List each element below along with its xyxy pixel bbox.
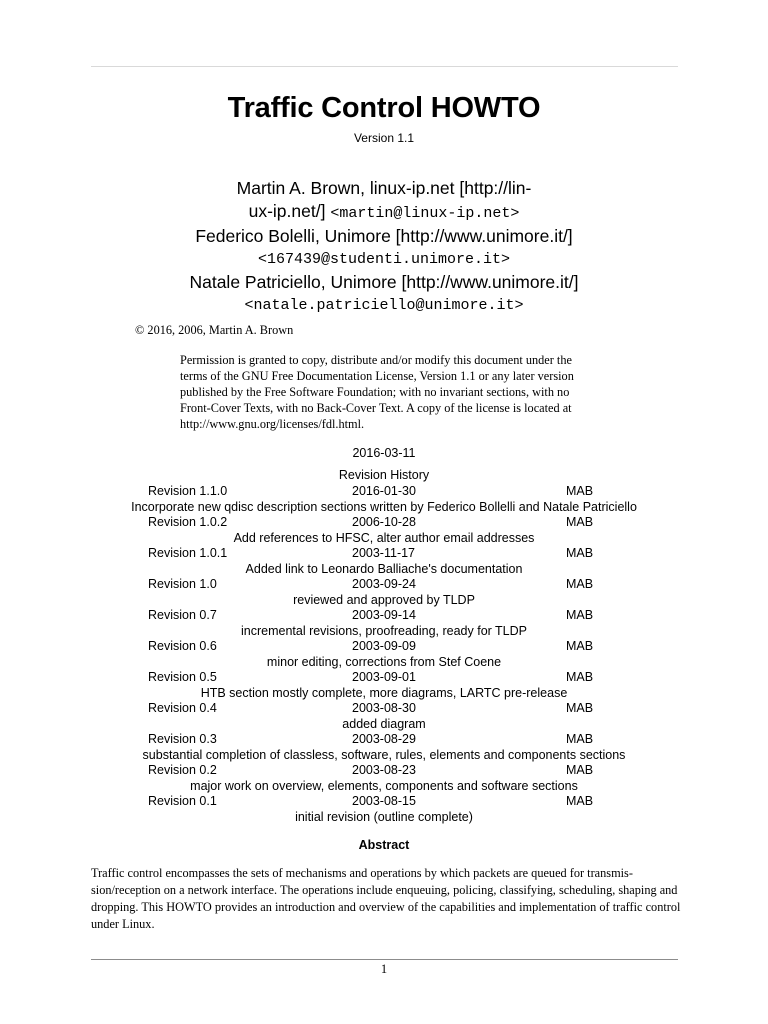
revision-description: substantial completion of classless, software, rules, elements and components sections [142, 747, 626, 762]
revision-author: MAB [566, 484, 594, 498]
revision-row [0, 577, 768, 593]
footer-rule [91, 959, 678, 960]
revision-date: 2003-09-09 [352, 639, 416, 653]
revision-number: Revision 1.0.2 [148, 515, 228, 529]
revision-author: MAB [566, 701, 594, 715]
revision-row [0, 763, 768, 779]
revision-author: MAB [566, 794, 594, 808]
abstract-text: Traffic control encompasses the sets of mechanisms and operations by which packets are queued for transmission/reception on a network interface. The operations include enqueuing, policing, classifying, scheduling, shaping and dropping. This HOWTO provides an introduction and overview of the capabilities and implementation of traffic control under Linux. [91, 866, 681, 931]
author-natale-patriciello [0, 271, 768, 317]
copyright-notice: © 2016, 2006, Martin A. Brown [135, 323, 294, 337]
revision-description: major work on overview, elements, components and software sections [190, 778, 578, 793]
revision-date: 2003-08-15 [352, 794, 416, 808]
revision-number: Revision 0.2 [148, 763, 217, 777]
revision-description: initial revision (outline complete) [295, 809, 473, 824]
author-federico-bolelli [0, 225, 768, 271]
revision-author: MAB [566, 608, 594, 622]
revision-number: Revision 0.4 [148, 701, 217, 715]
revision-description: reviewed and approved by TLDP [293, 592, 475, 607]
revision-row [0, 701, 768, 717]
revision-author: MAB [566, 732, 594, 746]
revision-author: MAB [566, 639, 594, 653]
revision-author: MAB [566, 577, 594, 591]
abstract-title: Abstract [358, 838, 410, 852]
revision-date: 2003-09-14 [352, 608, 416, 622]
author-list [0, 177, 768, 317]
author-email[interactable]: <martin@linux-ip.net> [330, 205, 520, 222]
revision-author: MAB [566, 546, 594, 560]
author-name-line: Martin A. Brown, linux-ip.net [http://lin- [236, 178, 532, 198]
author-email[interactable]: <167439@studenti.unimore.it> [257, 251, 511, 268]
document-version: Version 1.1 [353, 131, 415, 145]
revision-row [0, 515, 768, 531]
revision-date: 2003-08-29 [352, 732, 416, 746]
revision-date: 2003-11-17 [352, 546, 416, 560]
revision-row [0, 670, 768, 686]
header-rule [91, 66, 678, 67]
revision-history-table [0, 484, 768, 825]
revision-date: 2016-01-30 [352, 484, 416, 498]
revision-date: 2003-08-30 [352, 701, 416, 715]
revision-row [0, 732, 768, 748]
author-name-line: Natale Patriciello, Unimore [http://www.unimore.it/] [189, 272, 579, 292]
author-name-line-cont [0, 200, 768, 225]
revision-description: minor editing, corrections from Stef Coene [266, 654, 502, 669]
revision-number: Revision 1.0.1 [148, 546, 228, 560]
revision-date: 2003-09-24 [352, 577, 416, 591]
publication-date: 2016-03-11 [352, 446, 416, 460]
revision-author: MAB [566, 763, 594, 777]
revision-row [0, 639, 768, 655]
document-title: Traffic Control HOWTO [227, 92, 541, 124]
revision-number: Revision 1.1.0 [148, 484, 228, 498]
revision-description: Added link to Leonardo Balliache's documentation [245, 561, 523, 576]
revision-row [0, 608, 768, 624]
revision-description: added diagram [342, 716, 426, 731]
revision-number: Revision 0.3 [148, 732, 217, 746]
revision-row [0, 546, 768, 562]
author-name-line: Federico Bolelli, Unimore [http://www.unimore.it/] [195, 226, 573, 246]
revision-history-title: Revision History [338, 468, 430, 482]
revision-description: incremental revisions, proofreading, ready for TLDP [240, 623, 528, 638]
revision-number: Revision 0.6 [148, 639, 217, 653]
revision-date: 2003-09-01 [352, 670, 416, 684]
revision-description: HTB section mostly complete, more diagrams, LARTC pre-release [200, 685, 568, 700]
revision-author: MAB [566, 515, 594, 529]
revision-row [0, 484, 768, 500]
revision-number: Revision 0.7 [148, 608, 217, 622]
author-email[interactable]: <natale.patriciello@unimore.it> [244, 297, 524, 314]
revision-row [0, 794, 768, 810]
page-number: 1 [380, 962, 388, 976]
legal-notice: Permission is granted to copy, distribute and/or modify this document under the terms of the GNU Free Documentation License, Version 1.1 or any later version published by the Free Software Foundation; with no invariant sections, with no Front-Cover Texts, with no Back-Cover Text. A copy of the license is located at http://www.gnu.org/licenses/fdl.html. [180, 353, 574, 431]
revision-date: 2003-08-23 [352, 763, 416, 777]
author-url-cont: ux-ip.net/] [248, 201, 326, 221]
revision-number: Revision 0.5 [148, 670, 217, 684]
revision-description: Incorporate new qdisc description sections written by Federico Bollelli and Natale Patriciello [131, 499, 637, 514]
author-martin-brown [0, 177, 768, 225]
revision-author: MAB [566, 670, 594, 684]
revision-date: 2006-10-28 [352, 515, 416, 529]
revision-number: Revision 1.0 [148, 577, 217, 591]
revision-description: Add references to HFSC, alter author email addresses [233, 530, 535, 545]
revision-number: Revision 0.1 [148, 794, 217, 808]
